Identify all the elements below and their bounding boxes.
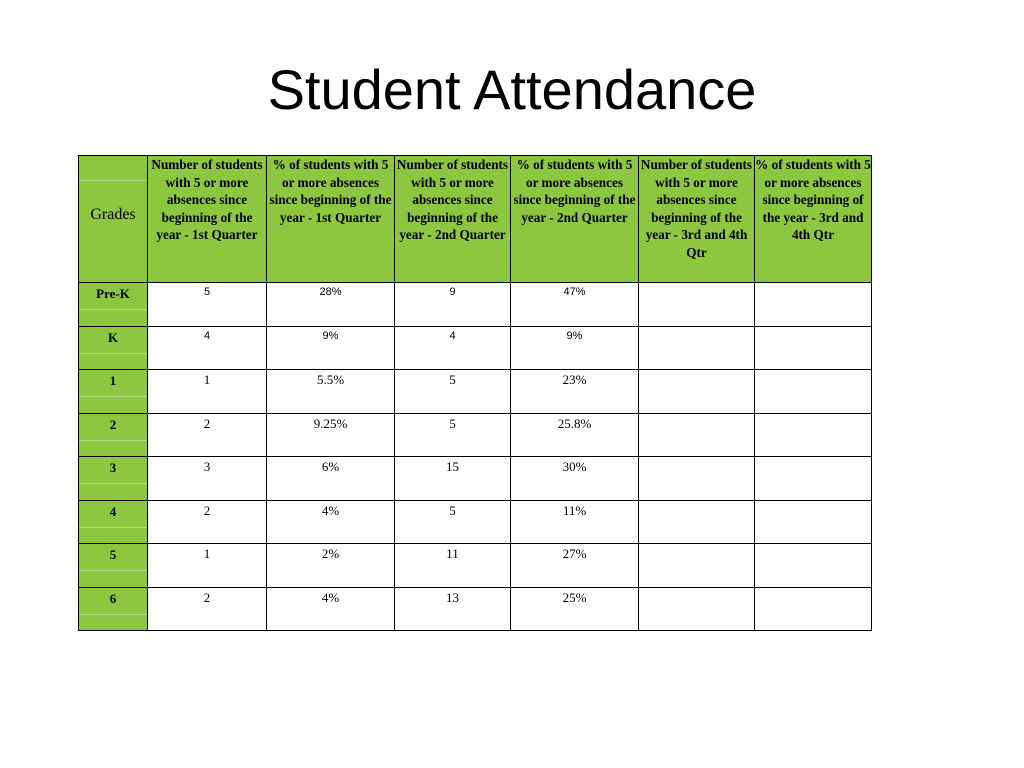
q34-percent-cell bbox=[755, 457, 872, 501]
q2-percent-cell: 23% bbox=[511, 370, 639, 414]
q2-percent-cell: 25.8% bbox=[511, 413, 639, 457]
q2-number-cell: 5 bbox=[395, 500, 511, 544]
grade-cell: Pre-K bbox=[79, 283, 148, 327]
attendance-table bbox=[78, 155, 872, 631]
q2-number-cell: 13 bbox=[395, 587, 511, 631]
q34-number-cell bbox=[639, 283, 755, 327]
q1-number-cell: 3 bbox=[148, 457, 267, 501]
q34-percent-cell bbox=[755, 370, 872, 414]
q34-percent-cell bbox=[755, 326, 872, 370]
q1-number-cell: 1 bbox=[148, 370, 267, 414]
q1-percent-cell: 6% bbox=[267, 457, 395, 501]
table-header-row bbox=[79, 156, 872, 283]
q2-number-cell: 5 bbox=[395, 413, 511, 457]
slide-title: Student Attendance bbox=[267, 58, 757, 121]
grade-cell: 2 bbox=[79, 413, 148, 457]
table-row bbox=[79, 370, 872, 414]
q1-percent-cell: 9% bbox=[267, 326, 395, 370]
col-header-q34-number: Number of students with 5 or more absences since beginning of the year - 3rd and 4th Qtr bbox=[639, 156, 755, 283]
q34-number-cell bbox=[639, 587, 755, 631]
q1-percent-cell: 4% bbox=[267, 500, 395, 544]
col-header-q34-percent: % of students with 5 or more absences since beginning of the year - 3rd and 4th Qtr bbox=[755, 156, 872, 283]
table-row bbox=[79, 500, 872, 544]
q1-percent-cell: 4% bbox=[267, 587, 395, 631]
table-row bbox=[79, 587, 872, 631]
table-row bbox=[79, 326, 872, 370]
q2-number-cell: 11 bbox=[395, 544, 511, 588]
q2-percent-cell: 9% bbox=[511, 326, 639, 370]
q2-percent-cell: 27% bbox=[511, 544, 639, 588]
col-header-q2-number: Number of students with 5 or more absences since beginning of the year - 2nd Quarter bbox=[395, 156, 511, 283]
q34-percent-cell bbox=[755, 587, 872, 631]
col-header-q2-percent: % of students with 5 or more absences since beginning of the year - 2nd Quarter bbox=[511, 156, 639, 283]
table-row bbox=[79, 457, 872, 501]
q1-number-cell: 2 bbox=[148, 413, 267, 457]
q2-percent-cell: 25% bbox=[511, 587, 639, 631]
q1-number-cell: 2 bbox=[148, 500, 267, 544]
q1-percent-cell: 9.25% bbox=[267, 413, 395, 457]
col-header-grades: Grades bbox=[79, 156, 148, 283]
q34-number-cell bbox=[639, 370, 755, 414]
q34-percent-cell bbox=[755, 544, 872, 588]
grade-cell: 5 bbox=[79, 544, 148, 588]
q1-percent-cell: 28% bbox=[267, 283, 395, 327]
q34-percent-cell bbox=[755, 500, 872, 544]
grade-cell: 6 bbox=[79, 587, 148, 631]
q1-number-cell: 4 bbox=[148, 326, 267, 370]
table-row bbox=[79, 544, 872, 588]
q1-number-cell: 1 bbox=[148, 544, 267, 588]
q34-percent-cell bbox=[755, 283, 872, 327]
col-header-q1-percent: % of students with 5 or more absences since beginning of the year - 1st Quarter bbox=[267, 156, 395, 283]
q2-number-cell: 5 bbox=[395, 370, 511, 414]
grade-cell: K bbox=[79, 326, 148, 370]
grade-cell: 3 bbox=[79, 457, 148, 501]
grade-cell: 1 bbox=[79, 370, 148, 414]
q1-number-cell: 2 bbox=[148, 587, 267, 631]
col-header-q1-number: Number of students with 5 or more absences since beginning of the year - 1st Quarter bbox=[148, 156, 267, 283]
q1-percent-cell: 5.5% bbox=[267, 370, 395, 414]
q1-number-cell: 5 bbox=[148, 283, 267, 327]
q34-number-cell bbox=[639, 457, 755, 501]
table-row bbox=[79, 413, 872, 457]
q34-number-cell bbox=[639, 544, 755, 588]
q34-number-cell bbox=[639, 500, 755, 544]
q1-percent-cell: 2% bbox=[267, 544, 395, 588]
q2-percent-cell: 30% bbox=[511, 457, 639, 501]
q2-number-cell: 4 bbox=[395, 326, 511, 370]
q34-percent-cell bbox=[755, 413, 872, 457]
q2-number-cell: 9 bbox=[395, 283, 511, 327]
q34-number-cell bbox=[639, 326, 755, 370]
q34-number-cell bbox=[639, 413, 755, 457]
q2-number-cell: 15 bbox=[395, 457, 511, 501]
table-row bbox=[79, 283, 872, 327]
q2-percent-cell: 11% bbox=[511, 500, 639, 544]
grade-cell: 4 bbox=[79, 500, 148, 544]
q2-percent-cell: 47% bbox=[511, 283, 639, 327]
